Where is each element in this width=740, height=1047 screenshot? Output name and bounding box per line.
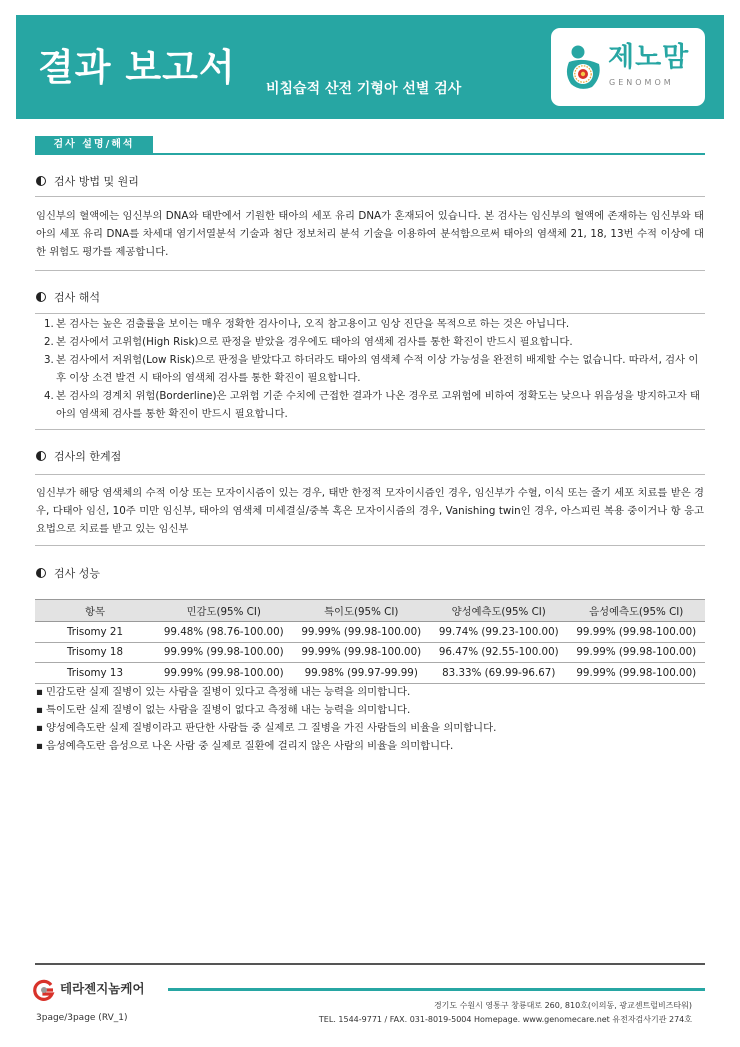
table-cell: 99.48% (98.76-100.00) bbox=[155, 622, 293, 643]
column-header: 음성예측도(95% CI) bbox=[568, 600, 706, 622]
table-cell: 99.99% (99.98-100.00) bbox=[293, 642, 431, 663]
table-row bbox=[35, 663, 705, 684]
genomom-logo-icon bbox=[565, 44, 603, 92]
company-logo-icon bbox=[33, 979, 55, 1001]
table-cell: 99.98% (99.97-99.99) bbox=[293, 663, 431, 684]
table-cell: 99.99% (99.98-100.00) bbox=[293, 622, 431, 643]
limits-text: 임신부가 해당 염색체의 수적 이상 또는 모자이시즘이 있는 경우, 태반 한정적 모자이시즘인 경우, 임신부가 수혈, 이식 또는 줄기 세포 치료를 받은 경우, 다태아 임신, 10주 미만 임신부, 태아의 염색체 미세결실/중복 혹은 모자이시즘의 경우, Vanishing twin인 경우, 아스피린 복용 중이거나 항 응고 요법으로 치료를 받고 있는 임신부 bbox=[36, 487, 704, 535]
table-cell: 96.47% (92.55-100.00) bbox=[430, 642, 568, 663]
footer-divider bbox=[35, 963, 705, 965]
logo-text: 제노맘 bbox=[608, 42, 690, 73]
performance-notes bbox=[36, 683, 704, 755]
footer-accent-bar bbox=[168, 988, 705, 991]
section-tab: 검사 설명/해석 bbox=[35, 136, 153, 154]
table-cell: Trisomy 18 bbox=[35, 642, 155, 663]
divider bbox=[35, 545, 705, 546]
method-text: 임신부의 혈액에는 임신부의 DNA와 태반에서 기원한 태아의 세포 유리 DNA가 혼재되어 있습니다. 본 검사는 임신부의 혈액에 존재하는 임신부와 태아의 세포 유리 DNA를 차세대 염기서열분석 기술과 첨단 정보처리 분석 기술을 이용하여 분석함으로써 태아의 염색체 21, 18, 13번 수적 이상에 대한 위험도 평가를 제공합니다. bbox=[36, 210, 704, 258]
report-title: 결과 보고서 bbox=[38, 46, 236, 89]
table-cell: 99.99% (99.98-100.00) bbox=[155, 642, 293, 663]
company-address: 경기도 수원시 영통구 창룡대로 260, 810호(이의동, 광교센트럴비즈타워) TEL. 1544-9771 / FAX. 031-8019-5004 Homepage. www.genomecare.net 유전자검사기관 274호 bbox=[318, 1001, 692, 1024]
divider bbox=[35, 270, 705, 271]
note-item: ▪ 민감도란 실제 질병이 있는 사람을 질병이 있다고 측정해 내는 능력을 의미합니다. bbox=[36, 683, 704, 701]
limits-heading: 검사의 한계점 bbox=[36, 450, 121, 464]
divider bbox=[35, 313, 705, 314]
table-cell: Trisomy 21 bbox=[35, 622, 155, 643]
divider bbox=[35, 429, 705, 430]
list-item: 2. 본 검사에서 고위험(High Risk)으로 판정을 받았을 경우에도 태아의 염색체 검사를 통한 확진이 반드시 필요합니다. bbox=[44, 336, 573, 348]
table-cell: 99.99% (99.98-100.00) bbox=[568, 663, 706, 684]
logo-subtext: GENOMOM bbox=[609, 78, 674, 87]
table-cell: Trisomy 13 bbox=[35, 663, 155, 684]
table-cell: 99.99% (99.98-100.00) bbox=[568, 642, 706, 663]
note-item: ▪ 양성예측도란 실제 질병이라고 판단한 사람들 중 실제로 그 질병을 가진 사람들의 비율을 의미합니다. bbox=[36, 719, 704, 737]
column-header: 양성예측도(95% CI) bbox=[430, 600, 568, 622]
list-item: 4. 본 검사의 경계치 위험(Borderline)은 고위험 기준 수치에 근접한 결과가 나온 경우로 고위험에 비하여 정확도는 낮으나 위음성을 방지하고자 태아의 염색체 검사를 통한 확진이 반드시 필요합니다. bbox=[44, 390, 700, 420]
interpretation-list bbox=[36, 315, 704, 423]
note-item: ▪ 음성예측도란 음성으로 나온 사람 중 실제로 질환에 걸리지 않은 사람의 비율을 의미합니다. bbox=[36, 737, 704, 755]
table-cell: 99.99% (99.98-100.00) bbox=[568, 622, 706, 643]
page-number: 3page/3page (RV_1) bbox=[36, 1013, 128, 1023]
performance-table bbox=[35, 599, 705, 684]
interpretation-heading: 검사 해석 bbox=[36, 291, 100, 305]
half-circle-bullet-icon bbox=[36, 176, 46, 186]
table-row bbox=[35, 622, 705, 643]
half-circle-bullet-icon bbox=[36, 451, 46, 461]
half-circle-bullet-icon bbox=[36, 568, 46, 578]
table-cell: 99.74% (99.23-100.00) bbox=[430, 622, 568, 643]
method-heading: 검사 방법 및 원리 bbox=[36, 175, 139, 189]
column-header: 민감도(95% CI) bbox=[155, 600, 293, 622]
table-header-row bbox=[35, 600, 705, 622]
table-cell: 99.99% (99.98-100.00) bbox=[155, 663, 293, 684]
divider bbox=[35, 474, 705, 475]
company-name: 테라젠지놈케어 bbox=[60, 981, 145, 996]
divider bbox=[35, 196, 705, 197]
half-circle-bullet-icon bbox=[36, 292, 46, 302]
section-divider bbox=[35, 153, 705, 155]
genomom-logo bbox=[551, 28, 705, 106]
report-subtitle: 비침습적 산전 기형아 선별 검사 bbox=[266, 81, 462, 97]
list-item: 3. 본 검사에서 저위험(Low Risk)으로 판정을 받았다고 하더라도 태아의 염색체 수적 이상 가능성을 완전히 배제할 수는 없습니다. 따라서, 검사 이후 이상 소견 발견 시 태아의 염색체 검사를 통한 확진이 필요합니다. bbox=[44, 354, 699, 384]
performance-heading: 검사 성능 bbox=[36, 567, 100, 581]
column-header: 특이도(95% CI) bbox=[293, 600, 431, 622]
column-header: 항목 bbox=[35, 600, 155, 622]
list-item: 1. 본 검사는 높은 검출률을 보이는 매우 정확한 검사이나, 오직 참고용이고 임상 진단을 목적으로 하는 것은 아닙니다. bbox=[44, 318, 570, 330]
table-cell: 83.33% (69.99-96.67) bbox=[430, 663, 568, 684]
report-header bbox=[16, 15, 724, 119]
note-item: ▪ 특이도란 실제 질병이 없는 사람을 질병이 없다고 측정해 내는 능력을 의미합니다. bbox=[36, 701, 704, 719]
table-row bbox=[35, 642, 705, 663]
